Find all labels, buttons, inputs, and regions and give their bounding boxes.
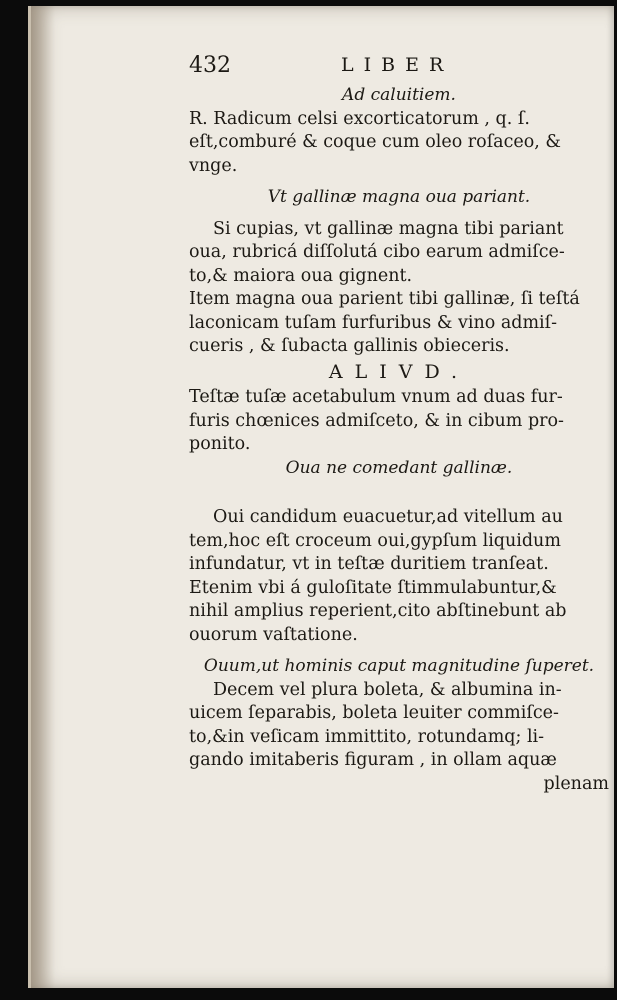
section-title-baldness: Ad caluitiem. (342, 85, 456, 105)
recipe-large-eggs (189, 218, 609, 359)
text-line: laconicam tuſam furfuribus & vino admiſ- (189, 312, 558, 333)
text-line: to,& maiora oua gignent. (189, 265, 413, 286)
text-line: vnge. (189, 155, 238, 176)
text-line: furis chœnices admiſceto, & in cibum pro- (189, 410, 564, 431)
text-line: eſt,comburé & coque cum oleo roſaceo, & (189, 132, 562, 152)
section-title-egg-eating: Oua ne comedant gallinæ. (285, 457, 513, 478)
text-line: R. Radicum celsi excorticatorum , q. ſ. (189, 108, 530, 129)
text-line: uicem ſeparabis, boleta leuiter commiſce- (189, 703, 559, 723)
text-line: Decem vel plura boleta, & albumina in- (213, 679, 562, 700)
recipe-aliud (189, 386, 609, 457)
gutter-shadow (31, 6, 55, 988)
section-title-large-egg: Ouum,ut hominis caput magnitudine ſuperet. (203, 656, 595, 676)
spacer (189, 480, 609, 506)
spacer (189, 178, 609, 186)
text-block (189, 54, 609, 796)
text-line: tem,hoc eſt croceum oui,gypſum liquidum (189, 530, 561, 551)
text-line: Etenim vbi á guloſitate ſtimmulabuntur,& (189, 577, 557, 598)
page-number: 432 (189, 53, 231, 78)
text-line: Teſtæ tuſæ acetabulum vnum ad duas fur- (189, 387, 563, 407)
text-line: oua, rubricá diſſolutá cibo earum admiſce- (189, 242, 565, 262)
spacer (189, 647, 609, 655)
running-head: LIBER (341, 54, 454, 76)
spacer (189, 210, 609, 218)
recipe-baldness (189, 108, 609, 179)
section-title-large-eggs: Vt gallinæ magna oua pariant. (267, 187, 531, 207)
text-line: gando imitaberis figuram , in ollam aquæ (189, 750, 557, 770)
catchword: plenam (543, 773, 609, 794)
recipe-egg-eating (189, 506, 609, 647)
text-line: infundatur, vt in teſtæ duritiem tranſeat. (189, 554, 549, 574)
text-line: nihil amplius reperient,cito abſtinebunt ab (189, 601, 567, 621)
text-line: Si cupias, vt gallinæ magna tibi pariant (213, 218, 564, 239)
text-line: cueris , & ſubacta gallinis obieceris. (189, 336, 510, 356)
section-title-aliud: ALIVD. (328, 360, 470, 383)
page-sheet (28, 6, 614, 988)
text-line: to,&in veſicam immittito, rotundamq; li- (189, 726, 545, 747)
text-line: Item magna oua parient tibi gallinæ, ſi teſtá (189, 289, 580, 309)
text-line: ponito. (189, 434, 251, 454)
text-line: Oui candidum euacuetur,ad vitellum au (213, 507, 563, 527)
text-line: ouorum vaſtatione. (189, 624, 358, 645)
page-header (189, 54, 609, 84)
recipe-large-egg (189, 679, 609, 797)
